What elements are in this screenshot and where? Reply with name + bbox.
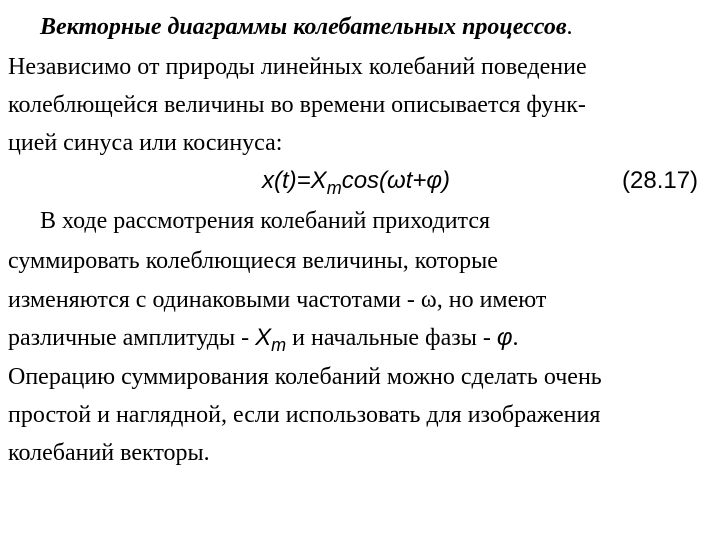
paragraph2-line-5: Операцию суммирования колебаний можно сделать очень (8, 364, 602, 390)
formula (262, 166, 450, 197)
formula-lhs: x(t)=X (262, 167, 327, 194)
paragraph2-line-1: В ходе рассмотрения колебаний приходится (40, 208, 491, 234)
line4-end: . (512, 325, 519, 351)
paragraph2-line-4 (8, 323, 518, 354)
section-title: Векторные диаграммы колебательных процессов (40, 14, 567, 40)
paragraph2-line-2: суммировать колеблющиеся величины, которые (8, 248, 498, 274)
paragraph1-line-2: колеблющейся величины во времени описывается функ- (8, 92, 586, 118)
phase-symbol: φ (496, 324, 513, 351)
line4-prefix: различные амплитуды - (8, 325, 256, 351)
line4-mid: и начальные фазы - (286, 325, 497, 351)
equation-number: (28.17) (622, 167, 699, 194)
paragraph1-line-3: цией синуса или косинуса: (8, 130, 283, 156)
amplitude-symbol: X (255, 324, 272, 351)
formula-subscript: m (326, 178, 342, 198)
paragraph1-line-1: Независимо от природы линейных колебаний поведение (8, 54, 587, 80)
amplitude-subscript: m (271, 335, 287, 355)
paragraph2-line-3: изменяются с одинаковыми частотами - ω, но имеют (8, 287, 547, 313)
section-title-period: . (566, 14, 573, 40)
paragraph2-line-6: простой и наглядной, если использовать для изображения (8, 402, 601, 428)
paragraph2-line-7: колебаний векторы. (8, 440, 210, 466)
heading-line (40, 12, 573, 42)
formula-rhs: cos(ωt+φ) (341, 167, 451, 194)
